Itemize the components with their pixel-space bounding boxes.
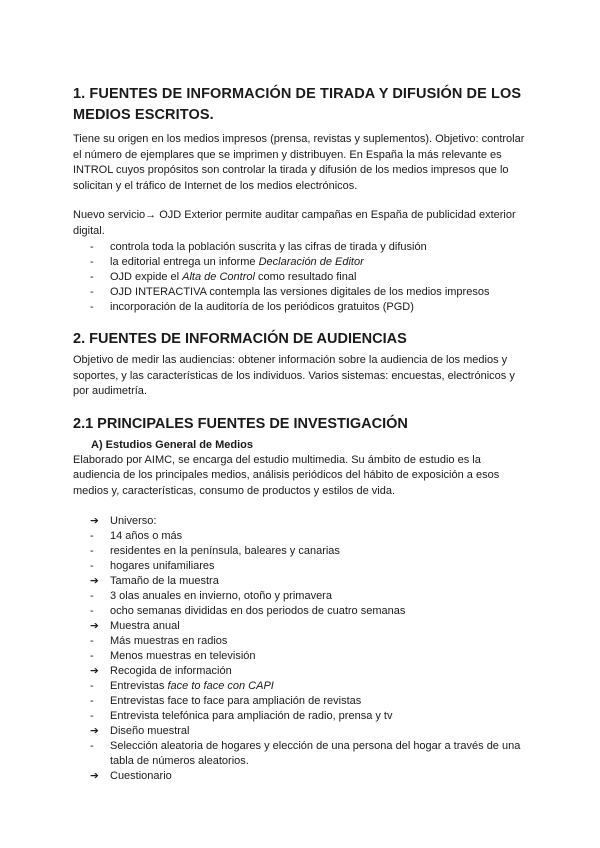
dash-marker: - <box>90 650 94 662</box>
dash-marker: - <box>90 530 94 542</box>
list-item: - controla toda la población suscrita y las cifras de tirada y difusión <box>90 241 427 253</box>
list-item: - Entrevista telefónica para ampliación de radio, prensa y tv <box>90 710 393 722</box>
dash-marker: - <box>90 680 94 692</box>
dash-marker: - <box>90 256 94 268</box>
list-item: ➔ Diseño muestral <box>90 725 190 737</box>
dash-marker: - <box>90 545 94 557</box>
arrow-icon: ➔ <box>90 575 99 587</box>
section-1-paragraph: Tiene su origen en los medios impresos (prensa, revistas y suplementos). Objetivo: controlar el número de ejemplares que se imprimen y distribuyen. En España la más relevante es INTROL cuyos propósitos son controlar la tirada y difusión de los medios impresos que lo solicitan y el tráfico de Internet de los medios electrónicos. <box>73 133 525 192</box>
list-item: - ocho semanas divididas en dos periodos de cuatro semanas <box>90 605 406 617</box>
arrow-icon: ➔ <box>90 620 99 632</box>
dash-marker: - <box>90 695 94 707</box>
arrow-icon: ➔ <box>90 515 99 527</box>
list-item: - incorporación de la auditoría de los periódicos gratuitos (PGD) <box>90 301 414 313</box>
dash-marker: - <box>90 301 94 313</box>
section-1-bullet-list <box>73 240 530 315</box>
list-item: ➔ Cuestionario <box>90 770 172 782</box>
dash-marker: - <box>90 740 94 752</box>
list-item: - Entrevistas face to face para ampliación de revistas <box>90 695 362 707</box>
section-1-new-service-paragraph: Nuevo servicio→ OJD Exterior permite auditar campañas en España de publicidad exterior digital. <box>73 209 516 237</box>
dash-marker: - <box>90 710 94 722</box>
list-item: ➔ Muestra anual <box>90 620 180 632</box>
list-item: - OJD expide el Alta de Control como resultado final <box>90 271 357 283</box>
section-1-title: 1. FUENTES DE INFORMACIÓN DE TIRADA Y DIFUSIÓN DE LOS MEDIOS ESCRITOS. <box>73 86 522 123</box>
list-item: - la editorial entrega un informe Declaración de Editor <box>90 256 364 268</box>
arrow-icon: ➔ <box>90 770 99 782</box>
section-2-title: 2. FUENTES DE INFORMACIÓN DE AUDIENCIAS <box>73 331 407 347</box>
list-item: - OJD INTERACTIVA contempla las versiones digitales de los medios impresos <box>90 286 490 298</box>
list-item: ➔ Universo: <box>90 515 157 527</box>
list-item: - Más muestras en radios <box>90 635 228 647</box>
section-2-paragraph: Objetivo de medir las audiencias: obtener información sobre la audiencia de los medios y soportes, y las características de los individuos. Varios sistemas: encuestas, electrónicos y por audimetría. <box>73 354 515 397</box>
dash-marker: - <box>90 605 94 617</box>
section-2-1-title: 2.1 PRINCIPALES FUENTES DE INVESTIGACIÓN <box>73 415 408 432</box>
list-item: ➔ Tamaño de la muestra <box>90 575 219 587</box>
arrow-icon: ➔ <box>90 725 99 737</box>
list-item: ➔ Recogida de información <box>90 665 232 677</box>
dash-marker: - <box>90 286 94 298</box>
dash-marker: - <box>90 635 94 647</box>
list-item: - residentes en la península, baleares y canarias <box>90 545 340 557</box>
list-item: - Menos muestras en televisión <box>90 650 256 662</box>
dash-marker: - <box>90 590 94 602</box>
list-item: - Entrevistas face to face con CAPI <box>90 680 274 692</box>
dash-marker: - <box>90 241 94 253</box>
egm-detail-list <box>73 514 530 784</box>
list-item: - Selección aleatoria de hogares y elección de una persona del hogar a través de una tabla de números aleatorios. <box>90 740 521 767</box>
dash-marker: - <box>90 271 94 283</box>
list-item: - 3 olas anuales en invierno, otoño y primavera <box>90 590 332 602</box>
section-2-1-paragraph: Elaborado por AIMC, se encarga del estudio multimedia. Su ámbito de estudio es la audiencia de los principales medios, análisis periódicos del hábito de exposición a esos medios y, características, consumo de productos y estilos de vida. <box>73 453 500 497</box>
subheading-egm: A) Estudios General de Medios <box>91 438 253 451</box>
list-item: - hogares unifamiliares <box>90 560 215 572</box>
arrow-icon: ➔ <box>90 665 99 677</box>
dash-marker: - <box>90 560 94 572</box>
list-item: - 14 años o más <box>90 530 183 542</box>
